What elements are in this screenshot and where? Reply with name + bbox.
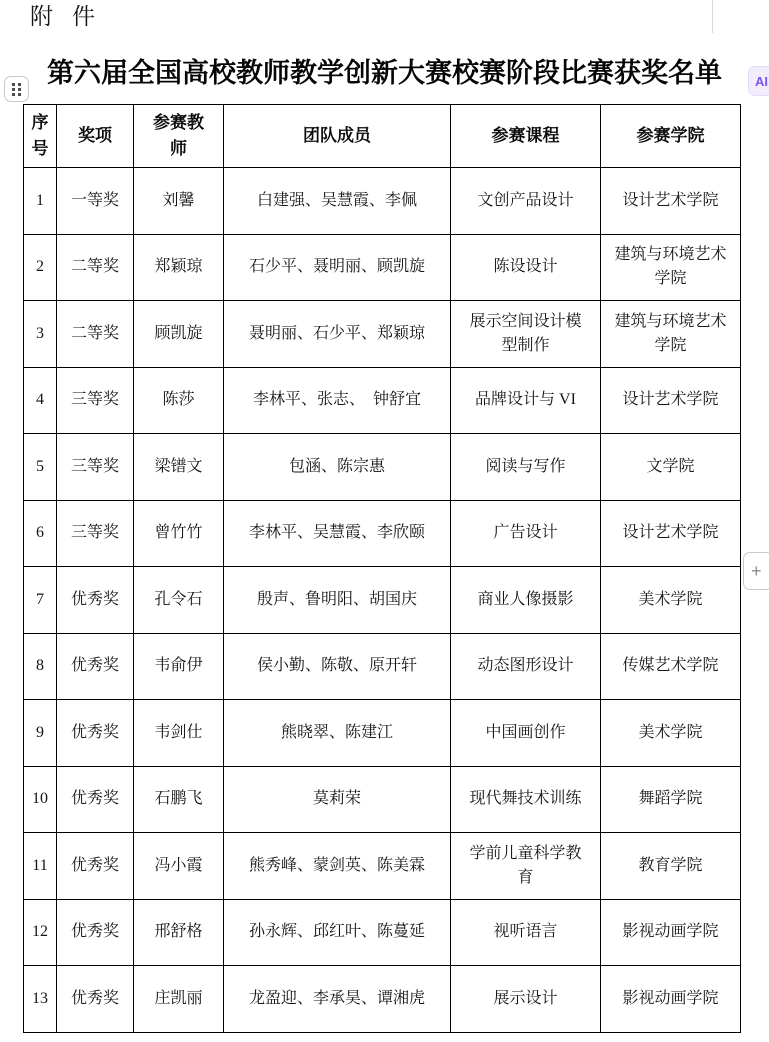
table-cell: 包涵、陈宗惠 (224, 434, 451, 501)
header-cell: 参赛课程 (451, 105, 601, 168)
table-cell: 现代舞技术训练 (451, 766, 601, 833)
table-cell: 孙永辉、邱红叶、陈蔓延 (224, 899, 451, 966)
table-cell: 商业人像摄影 (451, 567, 601, 634)
table-cell: 传媒艺术学院 (601, 633, 741, 700)
add-row-button[interactable] (743, 552, 769, 590)
table-cell: 三等奖 (57, 367, 134, 434)
header-row (24, 105, 741, 168)
table-cell: 刘馨 (134, 168, 224, 235)
table-cell: 11 (24, 833, 57, 900)
guide-line (712, 0, 713, 33)
table-row (24, 234, 741, 301)
table-cell: 殷声、鲁明阳、胡国庆 (224, 567, 451, 634)
table-cell: 建筑与环境艺术学院 (601, 234, 741, 301)
table-row (24, 434, 741, 501)
table-cell: 李林平、张志、 钟舒宜 (224, 367, 451, 434)
table-cell: 陈设设计 (451, 234, 601, 301)
table-cell: 三等奖 (57, 434, 134, 501)
table-cell: 5 (24, 434, 57, 501)
table-cell: 视听语言 (451, 899, 601, 966)
table-cell: 熊晓翠、陈建江 (224, 700, 451, 767)
table-cell: 优秀奖 (57, 766, 134, 833)
table-cell: 建筑与环境艺术学院 (601, 301, 741, 368)
table-cell: 二等奖 (57, 234, 134, 301)
table-cell: 三等奖 (57, 500, 134, 567)
table-row (24, 633, 741, 700)
document-title: 第六届全国高校教师教学创新大赛校赛阶段比赛获奖名单 (47, 58, 722, 88)
table-header (24, 105, 741, 168)
table-cell: 设计艺术学院 (601, 500, 741, 567)
table-cell: 优秀奖 (57, 899, 134, 966)
header-cell: 参赛教师 (134, 105, 224, 168)
table-cell: 影视动画学院 (601, 899, 741, 966)
table-cell: 广告设计 (451, 500, 601, 567)
table-cell: 3 (24, 301, 57, 368)
table-row (24, 301, 741, 368)
table-cell: 优秀奖 (57, 966, 134, 1033)
ai-button[interactable] (748, 66, 769, 96)
table-cell: 陈莎 (134, 367, 224, 434)
six-dot-grid-icon (12, 83, 21, 96)
table-cell: 学前儿童科学教育 (451, 833, 601, 900)
table-cell: 6 (24, 500, 57, 567)
table-cell: 教育学院 (601, 833, 741, 900)
table-row (24, 500, 741, 567)
table-row (24, 766, 741, 833)
table-cell: 影视动画学院 (601, 966, 741, 1033)
table-cell: 聂明丽、石少平、郑颖琼 (224, 301, 451, 368)
table-cell: 设计艺术学院 (601, 367, 741, 434)
table-cell: 1 (24, 168, 57, 235)
table-cell: 熊秀峰、蒙剑英、陈美霖 (224, 833, 451, 900)
table-cell: 孔令石 (134, 567, 224, 634)
table-cell: 展示设计 (451, 966, 601, 1033)
table-cell: 13 (24, 966, 57, 1033)
table-cell: 二等奖 (57, 301, 134, 368)
table-row (24, 899, 741, 966)
table-cell: 韦剑仕 (134, 700, 224, 767)
header-cell: 奖项 (57, 105, 134, 168)
table-cell: 12 (24, 899, 57, 966)
table-cell: 一等奖 (57, 168, 134, 235)
table-row (24, 700, 741, 767)
table-cell: 邢舒格 (134, 899, 224, 966)
table-cell: 冯小霞 (134, 833, 224, 900)
table-cell: 白建强、吴慧霞、李佩 (224, 168, 451, 235)
header-cell: 团队成员 (224, 105, 451, 168)
table-cell: 美术学院 (601, 700, 741, 767)
table-cell: 7 (24, 567, 57, 634)
table-row (24, 168, 741, 235)
table-cell: 阅读与写作 (451, 434, 601, 501)
table-cell: 展示空间设计模型制作 (451, 301, 601, 368)
table-cell: 韦俞伊 (134, 633, 224, 700)
table-cell: 优秀奖 (57, 567, 134, 634)
drag-handle-button[interactable] (4, 76, 29, 102)
table-cell: 文学院 (601, 434, 741, 501)
table-cell: 曾竹竹 (134, 500, 224, 567)
table-cell: 梁镨文 (134, 434, 224, 501)
table-cell: 8 (24, 633, 57, 700)
table-cell: 顾凯旋 (134, 301, 224, 368)
table-cell: 设计艺术学院 (601, 168, 741, 235)
table-cell: 舞蹈学院 (601, 766, 741, 833)
table-cell: 侯小勤、陈敬、原开轩 (224, 633, 451, 700)
table-cell: 优秀奖 (57, 833, 134, 900)
table-cell: 9 (24, 700, 57, 767)
table-row (24, 833, 741, 900)
table-cell: 李林平、吴慧霞、李欣颐 (224, 500, 451, 567)
table-cell: 中国画创作 (451, 700, 601, 767)
table-cell: 4 (24, 367, 57, 434)
table-cell: 优秀奖 (57, 700, 134, 767)
table-row (24, 567, 741, 634)
table-cell: 品牌设计与 VI (451, 367, 601, 434)
table-cell: 石少平、聂明丽、顾凯旋 (224, 234, 451, 301)
table-cell: 文创产品设计 (451, 168, 601, 235)
table-cell: 郑颖琼 (134, 234, 224, 301)
table-cell: 优秀奖 (57, 633, 134, 700)
awards-table (23, 104, 741, 1033)
table-cell: 石鹏飞 (134, 766, 224, 833)
table-row (24, 367, 741, 434)
table-cell: 2 (24, 234, 57, 301)
table-cell: 10 (24, 766, 57, 833)
header-cell: 参赛学院 (601, 105, 741, 168)
table-cell: 庄凯丽 (134, 966, 224, 1033)
plus-icon: + (751, 560, 762, 581)
header-cell: 序号 (24, 105, 57, 168)
table-cell: 动态图形设计 (451, 633, 601, 700)
attachment-label: 附件 (30, 4, 114, 29)
table-cell: 龙盈迎、李承昊、谭湘虎 (224, 966, 451, 1033)
table-row (24, 966, 741, 1033)
table-body (24, 168, 741, 1033)
table-cell: 美术学院 (601, 567, 741, 634)
ai-button-label: AI (755, 73, 768, 89)
table-cell: 莫莉荣 (224, 766, 451, 833)
